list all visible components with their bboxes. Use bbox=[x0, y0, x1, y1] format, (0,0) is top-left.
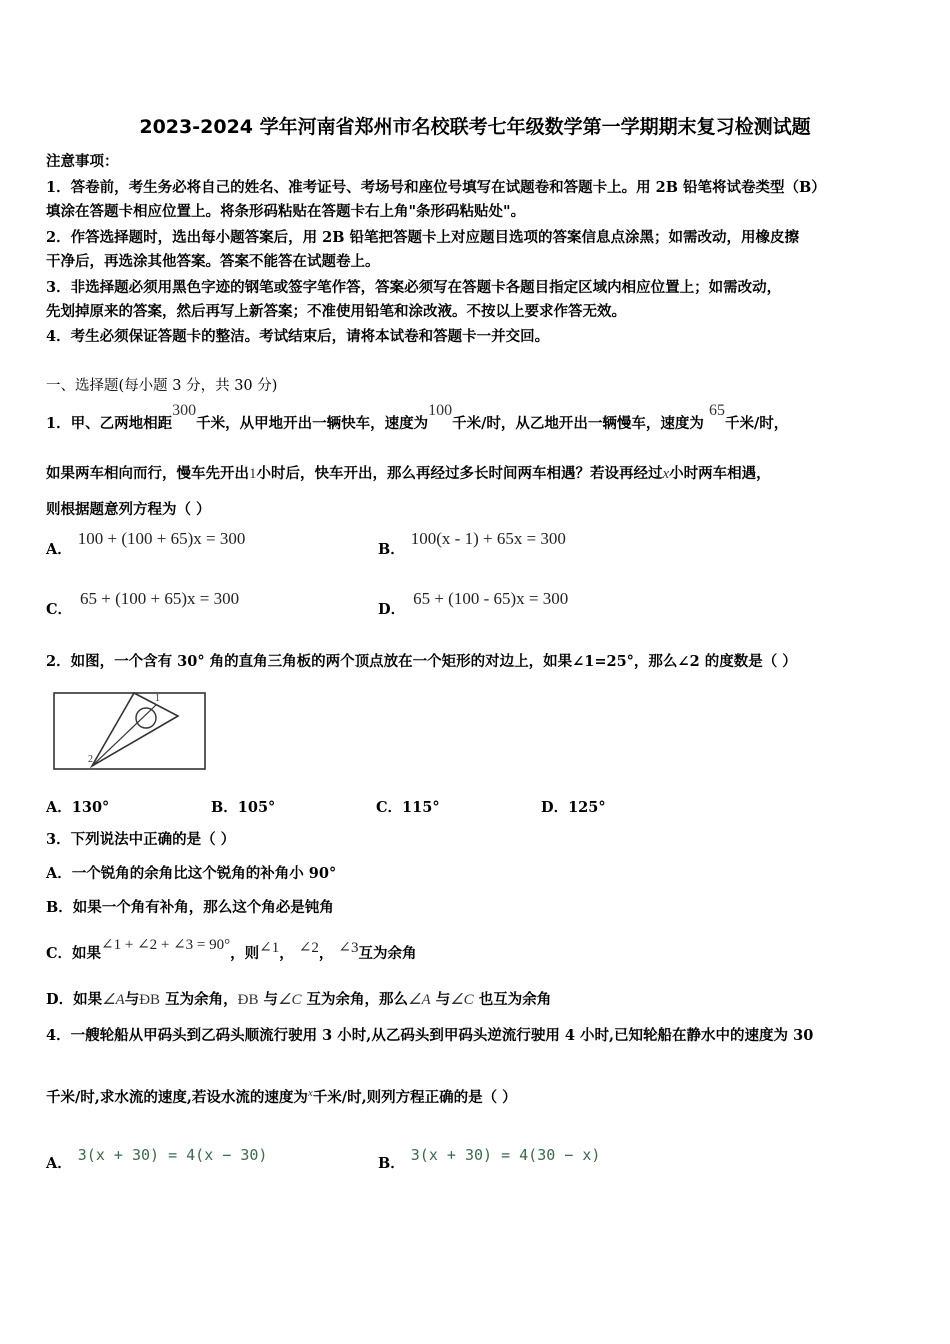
q4-option-b[interactable]: B． 3(x + 30) = 4(30 − x) bbox=[378, 1146, 601, 1172]
q3-option-a[interactable]: A．一个锐角的余角比这个锐角的补角小 90° bbox=[46, 865, 337, 882]
question-1-line-2: 如果两车相向而行，慢车先开出1小时后，快车开出，那么再经过多长时间两车相遇？若设再经过x小时两车相遇， bbox=[46, 465, 771, 482]
question-1-line-1: 1．甲、乙两地相距300千米，从甲地开出一辆快车，速度为100千米/时，从乙地开出一辆慢车，速度为 65千米/时， bbox=[46, 402, 789, 432]
angle-1-label: 1 bbox=[155, 693, 160, 704]
q2-option-c[interactable]: C．115° bbox=[376, 799, 440, 816]
rectangle-triangle-figure bbox=[52, 690, 208, 772]
q1-option-a[interactable]: A．100 + (100 + 65)x = 300 bbox=[46, 529, 246, 558]
question-1-line-3: 则根据题意列方程为（ ） bbox=[46, 501, 211, 518]
notice-line: 2．作答选择题时，选出每小题答案后，用 2B 铅笔把答题卡上对应题目选项的答案信息点涂黑；如需改动，用橡皮擦 bbox=[46, 229, 800, 246]
slow-speed-value: 65 bbox=[708, 402, 725, 419]
q2-option-b[interactable]: B．105° bbox=[211, 799, 276, 816]
triangle-hole bbox=[136, 708, 156, 728]
angle-2-label: 2 bbox=[88, 754, 93, 765]
triangle-inner-edge bbox=[92, 705, 156, 766]
notice-line: 干净后，再选涂其他答案。答案不能答在试题卷上。 bbox=[46, 253, 380, 270]
fast-speed-value: 100 bbox=[428, 402, 453, 419]
question-2-stem: 2．如图，一个含有 30° 角的直角三角板的两个顶点放在一个矩形的对边上，如果∠1=25°，那么∠2 的度数是（ ） bbox=[46, 653, 797, 670]
question-4-line-2: 千米/时,求水流的速度,若设水流的速度为$^x$千米/时,则列方程正确的是（ ） bbox=[46, 1087, 517, 1106]
question-4-line-1: 4．一艘轮船从甲码头到乙码头顺流行驶用 3 小时,从乙码头到甲码头逆流行驶用 4 小时,已知轮船在静水中的速度为 30 bbox=[46, 1027, 814, 1044]
q4-option-a[interactable]: A． 3(x + 30) = 4(x − 30) bbox=[46, 1146, 268, 1172]
q2-option-a[interactable]: A．130° bbox=[46, 799, 110, 816]
q1-option-b[interactable]: B．100(x - 1) + 65x = 300 bbox=[378, 529, 566, 558]
section-heading: 一、选择题(每小题 3 分，共 30 分) bbox=[46, 378, 278, 394]
q2-option-d[interactable]: D．125° bbox=[541, 799, 606, 816]
q1-option-d[interactable]: D．65 + (100 - 65)x = 300 bbox=[378, 589, 569, 618]
notice-line: 4．考生必须保证答题卡的整洁。考试结束后，请将本试卷和答题卡一并交回。 bbox=[46, 328, 550, 345]
q3-option-d[interactable]: D．如果∠A与ÐB 互为余角，ÐB 与∠C 互为余角，那么∠A 与∠C 也互为余角 bbox=[46, 991, 552, 1008]
notice-line: 先划掉原来的答案，然后再写上新答案；不准使用铅笔和涂改液。不按以上要求作答无效。 bbox=[46, 303, 626, 320]
distance-value: 300 bbox=[172, 402, 197, 419]
notice-line: 1．答卷前，考生务必将自己的姓名、准考证号、考场号和座位号填写在试题卷和答题卡上。用 2B 铅笔将试卷类型（B） bbox=[46, 179, 826, 196]
page-title: 2023-2024 学年河南省郑州市名校联考七年级数学第一学期期末复习检测试题 bbox=[139, 116, 811, 138]
notice-heading: 注意事项： bbox=[46, 153, 119, 170]
q3-option-c[interactable]: C．如果∠1 + ∠2 + ∠3 = 90°，则∠1， ∠2， ∠3互为余角 bbox=[46, 937, 417, 962]
q1-option-c[interactable]: C．65 + (100 + 65)x = 300 bbox=[46, 589, 240, 618]
notice-line: 填涂在答题卡相应位置上。将条形码粘贴在答题卡右上角"条形码粘贴处"。 bbox=[46, 203, 526, 220]
notice-line: 3．非选择题必须用黑色字迹的钢笔或签字笔作答，答案必须写在答题卡各题目指定区域内相应位置上；如需改动， bbox=[46, 279, 782, 296]
question-3-stem: 3．下列说法中正确的是（ ） bbox=[46, 831, 236, 848]
q3-option-b[interactable]: B．如果一个角有补角，那么这个角必是钝角 bbox=[46, 899, 334, 916]
triangle-shape bbox=[92, 693, 178, 766]
